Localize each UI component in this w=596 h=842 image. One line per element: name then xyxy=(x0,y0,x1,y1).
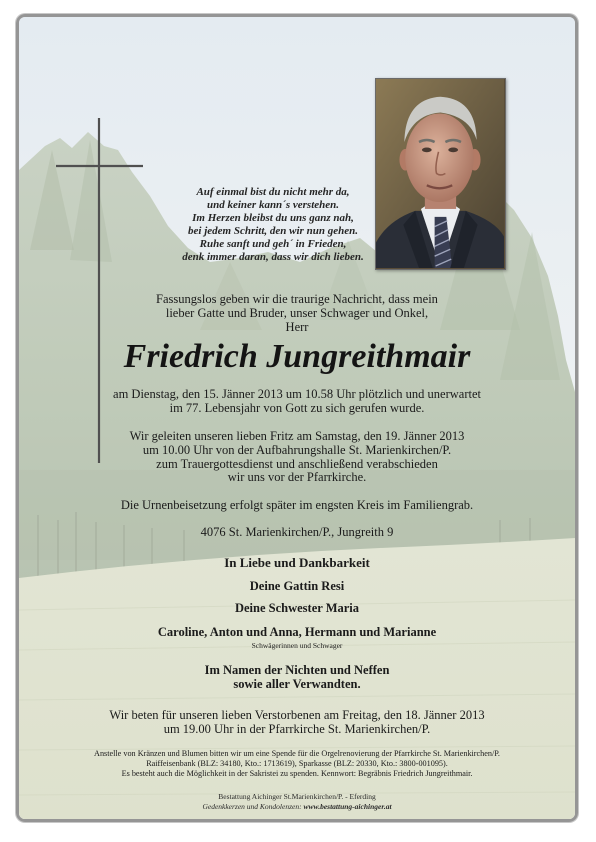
donation-line: Anstelle von Kränzen und Blumen bitten wir um eine Spende für die Orgelrenovierung der Pfarrkirche St. Marienkirchen/P. xyxy=(94,749,500,758)
footer xyxy=(16,792,578,812)
relatives-line: Im Namen der Nichten und Neffen xyxy=(204,663,390,677)
funeral-info-line: um 10.00 Uhr von der Aufbahrungshalle St. Marienkirchen/P. xyxy=(142,442,452,457)
mourner-wife: Deine Gattin Resi xyxy=(249,579,345,593)
death-info xyxy=(16,388,578,416)
donation-line: Es besteht auch die Möglichkeit in der Sakristei zu spenden. Kennwort: Begräbnis Friedrich Jungreithmair. xyxy=(121,769,473,778)
death-info-line: am Dienstag, den 15. Jänner 2013 um 10.58 Uhr plötzlich und unerwartet xyxy=(113,387,481,401)
poem-line: Ruhe sanft und geh´ in Frieden, xyxy=(199,238,347,250)
poem-line: und keiner kann´s verstehen. xyxy=(206,199,340,211)
condolences-label: Gedenkkerzen und Kondolenzen: xyxy=(202,802,302,811)
poem-line: bei jedem Schritt, den wir nun gehen. xyxy=(188,225,358,237)
poem-line: Auf einmal bist du nicht mehr da, xyxy=(196,186,350,198)
announcement-line: lieber Gatte und Bruder, unser Schwager und Onkel, xyxy=(165,305,429,320)
funeral-home: Bestattung Aichinger St.Marienkirchen/P. - Eferding xyxy=(218,792,376,801)
funeral-info-line: wir uns vor der Pfarrkirche. xyxy=(227,470,367,485)
urn-burial-note: Die Urnenbeisetzung erfolgt später im engsten Kreis im Familiengrab. xyxy=(120,498,474,512)
mourners-heading: In Liebe und Dankbarkeit xyxy=(224,555,370,570)
announcement-line: Herr xyxy=(285,319,309,334)
relatives-line: sowie aller Verwandten. xyxy=(233,676,361,691)
deceased-name: Friedrich Jungreithmair xyxy=(123,338,471,375)
mourner-sister: Deine Schwester Maria xyxy=(234,601,360,615)
in-laws-caption: Schwägerinnen und Schwager xyxy=(251,641,343,650)
family-address: 4076 St. Marienkirchen/P., Jungreith 9 xyxy=(200,525,394,539)
announcement-line: Fassungslos geben wir die traurige Nachricht, dass mein xyxy=(156,292,438,306)
poem-line: Im Herzen bleibst du uns ganz nah, xyxy=(192,212,354,224)
donation-note xyxy=(16,749,578,779)
announcement xyxy=(16,293,578,334)
funeral-home-website: www.bestattung-aichinger.at xyxy=(303,802,392,811)
poem xyxy=(160,186,386,264)
donation-line: Raiffeisenbank (BLZ: 34180, Kto.: 1713619), Sparkasse (BLZ: 20330, Kto.: 3800-001095). xyxy=(146,759,448,768)
prayer-line: Wir beten für unseren lieben Verstorbenen am Freitag, den 18. Jänner 2013 xyxy=(109,708,485,722)
prayer-line: um 19.00 Uhr in der Pfarrkirche St. Marienkirchen/P. xyxy=(163,721,431,736)
condolences-line xyxy=(16,802,578,812)
mourner-relatives xyxy=(16,664,578,692)
funeral-info-line: Wir geleiten unseren lieben Fritz am Samstag, den 19. Jänner 2013 xyxy=(129,429,465,443)
funeral-info-line: zum Trauergottesdienst und anschließend verabschieden xyxy=(156,456,438,471)
prayer-info xyxy=(16,709,578,737)
funeral-info xyxy=(16,430,578,485)
portrait-photo xyxy=(375,78,506,270)
mourner-in-laws: Caroline, Anton und Anna, Hermann und Marianne xyxy=(157,625,437,639)
death-info-line: im 77. Lebensjahr von Gott zu sich gerufen wurde. xyxy=(169,400,425,415)
poem-line: denk immer daran, dass wir dich lieben. xyxy=(182,251,364,263)
